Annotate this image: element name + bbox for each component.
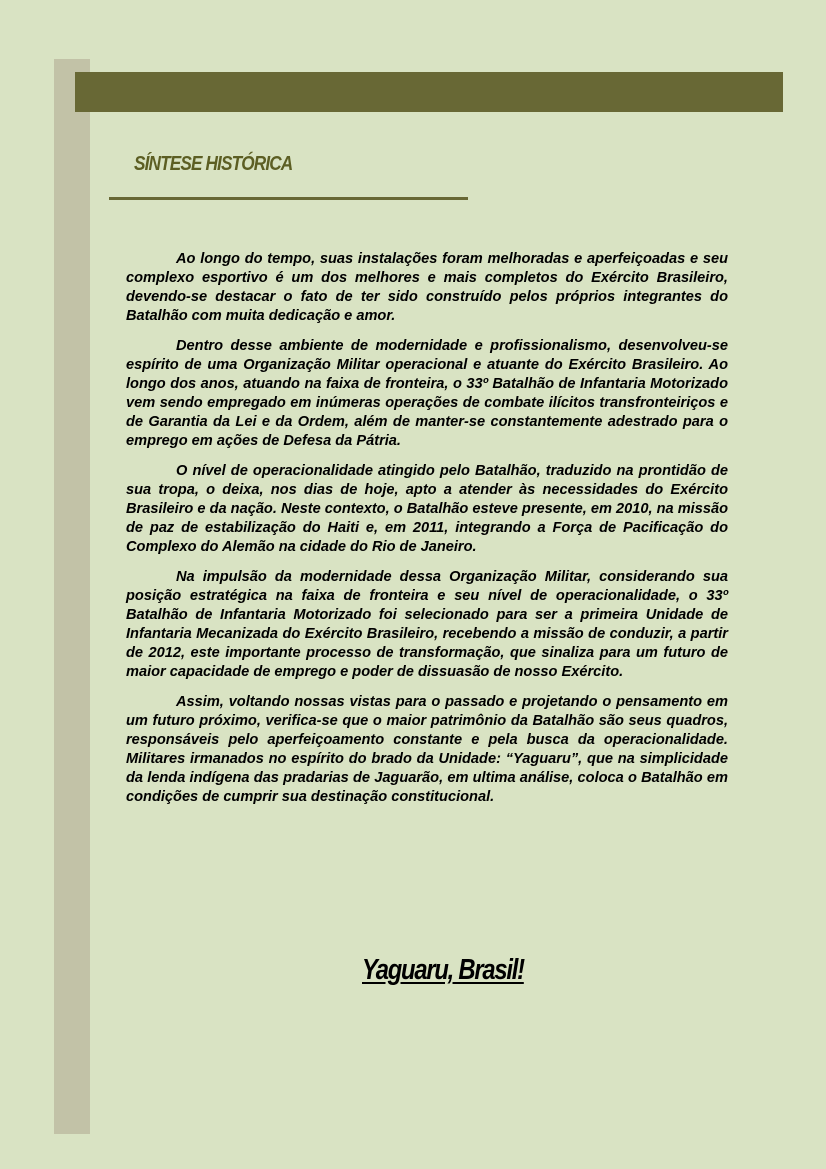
paragraph: O nível de operacionalidade atingido pelo Batalhão, traduzido na prontidão de sua tropa, o deixa, nos dias de hoje, apto a atender às necessidades do Exército Brasileiro e da nação. Neste contexto, o Batalhão esteve presente, em 2010, na missão de paz de estabilização do Haiti e, em 2011, integrando a Força de Pacificação do Complexo do Alemão na cidade do Rio de Janeiro.	[126, 462, 728, 556]
paragraph: Assim, voltando nossas vistas para o passado e projetando o pensamento em um futuro próximo, verifica-se que o maior patrimônio da Batalhão são seus quadros, responsáveis pelo aperfeiçoamento constante e pela busca da operacionalidade. Militares irmanados no espírito do brado da Unidade: “Yaguaru”, que na simplicidade da lenda indígena das pradarias de Jaguarão, em ultima análise, coloca o Batalhão em condições de cumprir sua destinação constitucional.	[126, 693, 728, 806]
section-title: SÍNTESE HISTÓRICA	[134, 153, 293, 175]
title-underline-rule	[109, 197, 468, 200]
header-bar	[75, 72, 783, 112]
motto: Yaguaru, Brasil!	[362, 954, 524, 986]
left-decorative-strip	[54, 59, 90, 1134]
paragraph: Ao longo do tempo, suas instalações foram melhoradas e aperfeiçoadas e seu complexo esportivo é um dos melhores e mais completos do Exército Brasileiro, devendo-se destacar o fato de ter sido construído pelos próprios integrantes do Batalhão com muita dedicação e amor.	[126, 251, 728, 325]
paragraph: Na impulsão da modernidade dessa Organização Militar, considerando sua posição estratégica na faixa de fronteira e seu nível de operacionalidade, o 33º Batalhão de Infantaria Motorizado foi selecionado para ser a primeira Unidade de Infantaria Mecanizada do Exército Brasileiro, recebendo a missão de conduzir, a partir de 2012, este importante processo de transformação, que sinaliza para um futuro de maior capacidade de emprego e poder de dissuasão de nosso Exército.	[126, 568, 728, 681]
paragraph: Dentro desse ambiente de modernidade e profissionalismo, desenvolveu-se espírito de uma Organização Militar operacional e atuante do Exército Brasileiro. Ao longo dos anos, atuando na faixa de fronteira, o 33º Batalhão de Infantaria Motorizado vem sendo empregado em inúmeras operações de combate ilícitos transfronteiriços e de Garantia da Lei e da Ordem, além de manter-se constantemente adestrado para o emprego em ações de Defesa da Pátria.	[126, 337, 728, 450]
body-text	[126, 250, 728, 818]
